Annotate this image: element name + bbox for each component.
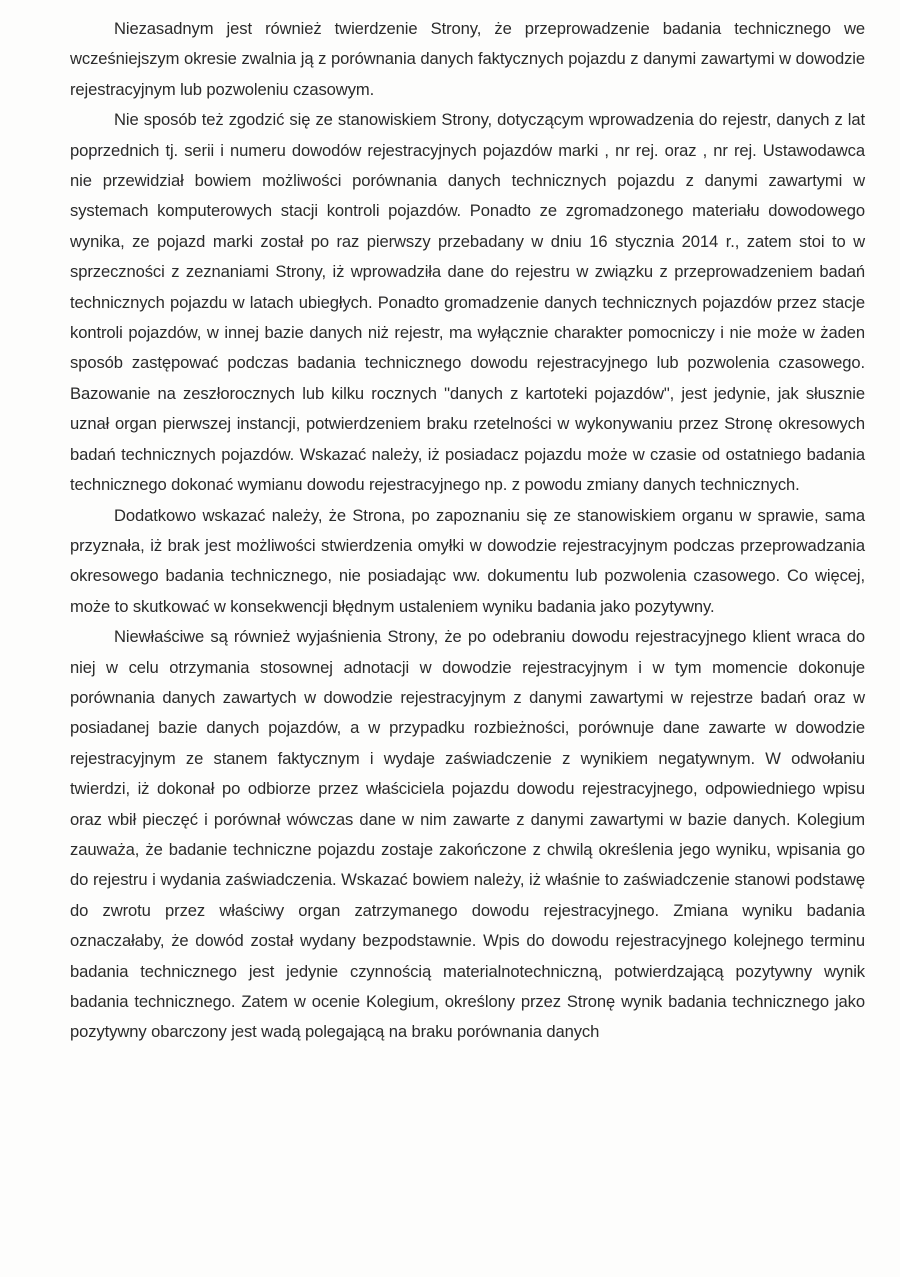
paragraph-1: Niezasadnym jest również twierdzenie Strony, że przeprowadzenie badania technicznego we wcześniejszym okresie zwalnia ją z porównania danych faktycznych pojazdu z danymi zawartymi w dowodzie rejestracyjnym lub pozwoleniu czasowym. <box>70 19 865 99</box>
paragraph-2: Nie sposób też zgodzić się ze stanowiskiem Strony, dotyczącym wprowadzenia do rejestr, danych z lat poprzednich tj. serii i numeru dowodów rejestracyjnych pojazdów marki , nr rej. oraz , nr rej. Ustawodawca nie przewidział bowiem możliwości porównania danych technicznych pojazdu z danymi zawartymi w systemach komputerowych stacji kontroli pojazdów. Ponadto ze zgromadzonego materiału dowodowego wynika, ze pojazd marki został po raz pierwszy przebadany w dniu 16 stycznia 2014 r., zatem stoi to w sprzeczności z zeznaniami Strony, iż wprowadziła dane do rejestru w związku z przeprowadzeniem badań technicznych pojazdu w latach ubiegłych. Ponadto gromadzenie danych technicznych pojazdów przez stacje kontroli pojazdów, w innej bazie danych niż rejestr, ma wyłącznie charakter pomocniczy i nie może w żaden sposób zastępować podczas badania technicznego dowodu rejestracyjnego lub pozwolenia czasowego. Bazowanie na zeszłorocznych lub kilku rocznych "danych z kartoteki pojazdów", jest jedynie, jak słusznie uznał organ pierwszej instancji, potwierdzeniem braku rzetelności w wykonywaniu przez Stronę okresowych badań technicznych pojazdów. Wskazać należy, iż posiadacz pojazdu może w czasie od ostatniego badania technicznego dokonać wymianu dowodu rejestracyjnego np. z powodu zmiany danych technicznych. <box>70 110 865 495</box>
paragraph-3: Dodatkowo wskazać należy, że Strona, po zapoznaniu się ze stanowiskiem organu w sprawie, sama przyznała, iż brak jest możliwości stwierdzenia omyłki w dowodzie rejestracyjnym podczas przeprowadzania okresowego badania technicznego, nie posiadając ww. dokumentu lub pozwolenia czasowego. Co więcej, może to skutkować w konsekwencji błędnym ustaleniem wyniku badania jako pozytywny. <box>70 505 865 616</box>
document-body <box>70 14 865 1048</box>
paragraph-4: Niewłaściwe są również wyjaśnienia Strony, że po odebraniu dowodu rejestracyjnego klient wraca do niej w celu otrzymania stosownej adnotacji w dowodzie rejestracyjnym i w tym momencie dokonuje porównania danych zawartych w dowodzie rejestracyjnym z danymi zawartymi w rejestrze badań oraz w posiadanej bazie danych pojazdów, a w przypadku rozbieżności, porównuje dane zawarte w dowodzie rejestracyjnym ze stanem faktycznym i wydaje zaświadczenie z wynikiem negatywnym. W odwołaniu twierdzi, iż dokonał po odbiorze przez właściciela pojazdu dowodu rejestracyjnego, odpowiedniego wpisu oraz wbił pieczęć i porównał wówczas dane w nim zawarte z danymi zawartymi w bazie danych. Kolegium zauważa, że badanie techniczne pojazdu zostaje zakończone z chwilą określenia jego wyniku, wpisania go do rejestru i wydania zaświadczenia. Wskazać bowiem należy, iż właśnie to zaświadczenie stanowi podstawę do zwrotu przez właściwy organ zatrzymanego dowodu rejestracyjnego. Zmiana wyniku badania oznaczałaby, że dowód został wydany bezpodstawnie. Wpis do dowodu rejestracyjnego kolejnego terminu badania technicznego jest jedynie czynnością materialnotechniczną, potwierdzającą pozytywny wynik badania technicznego. Zatem w ocenie Kolegium, określony przez Stronę wynik badania technicznego jako pozytywny obarczony jest wadą polegającą na braku porównania danych <box>70 627 865 1042</box>
